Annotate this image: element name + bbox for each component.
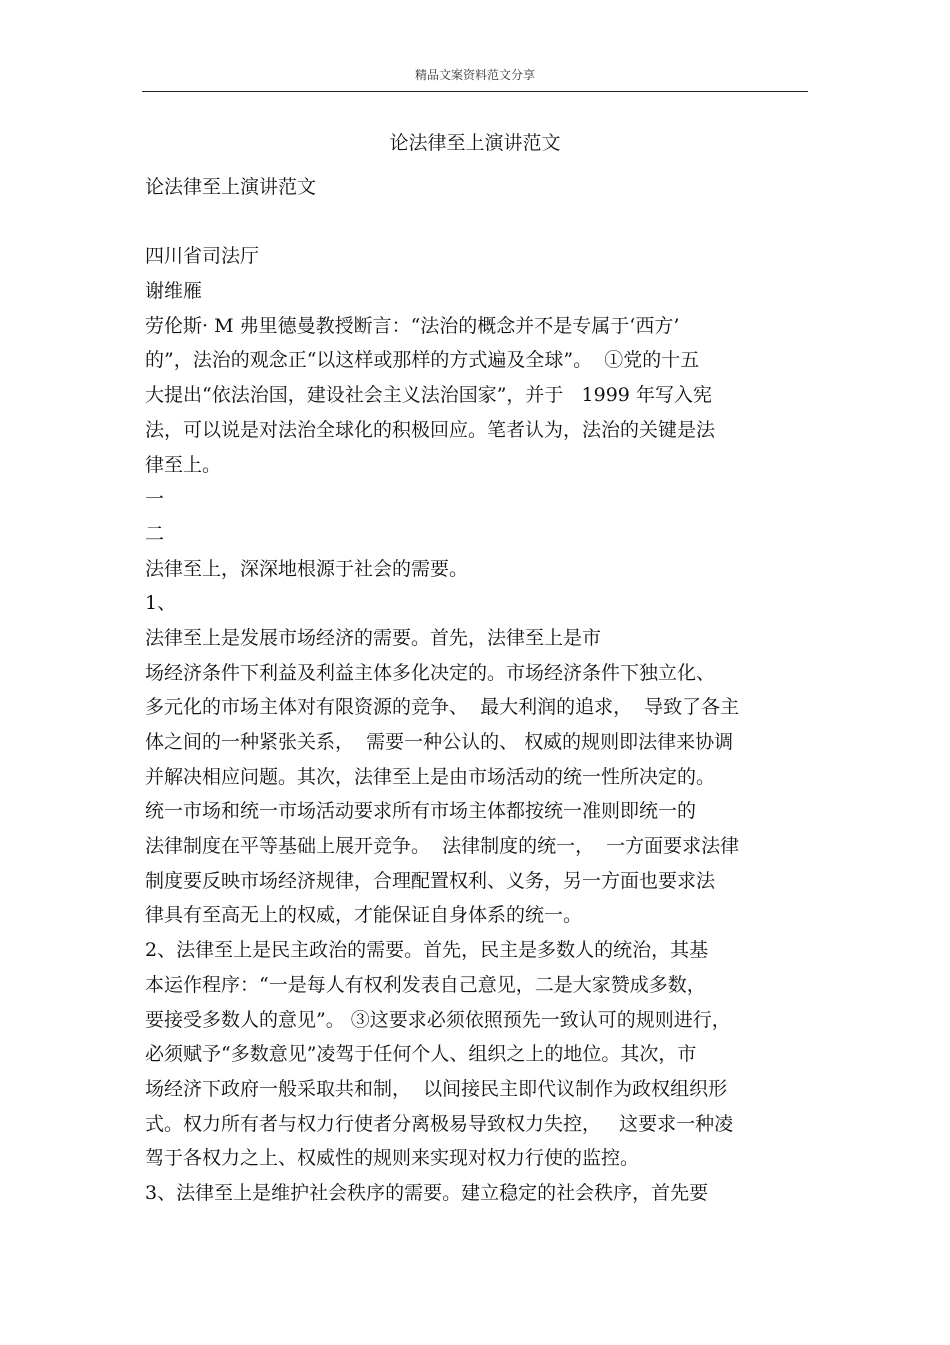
body-line: 式。权力所有者与权力行使者分离极易导致权力失控， 这要求一种凌: [145, 1112, 734, 1135]
body-line: 谢维雁: [145, 280, 203, 303]
body-line: 必须赋予“多数意见”凌驾于任何个人、组织之上的地位。其次，市: [145, 1043, 697, 1066]
body-line: 场经济条件下利益及利益主体多化决定的。市场经济条件下独立化、: [145, 661, 716, 684]
body-line: 体之间的一种紧张关系， 需要一种公认的、 权威的规则即法律来协调: [145, 731, 734, 753]
body-line: 律具有至高无上的权威，才能保证自身体系的统一。: [145, 904, 583, 927]
page-header: 精品文案资料范文分享: [414, 68, 535, 82]
body-line: 法律至上，深深地根源于社会的需要。: [145, 557, 469, 580]
body-line: 律至上。: [145, 453, 222, 476]
body-line: 要接受多数人的意见”。 ③这要求必须依照预先一致认可的规则进行，: [145, 1008, 731, 1031]
body-line: 3、法律至上是维护社会秩序的需要。建立稳定的社会秩序，首先要: [145, 1181, 709, 1204]
body-line: 大提出“依法治国，建设社会主义法治国家”，并于 1999 年写入宪: [145, 384, 712, 407]
body-line: 法律至上是发展市场经济的需要。首先，法律至上是市: [145, 626, 602, 649]
body-line: 并解决相应问题。其次，法律至上是由市场活动的统一性所决定的。: [145, 765, 716, 788]
document-body: [145, 170, 810, 1211]
body-line: 驾于各权力之上、权威性的规则来实现对权力行使的监控。: [145, 1147, 640, 1170]
body-line: 2、法律至上是民主政治的需要。首先，民主是多数人的统治，其基: [145, 939, 709, 962]
body-line: 四川省司法厅: [145, 245, 260, 268]
body-line: 场经济下政府一般采取共和制， 以间接民主即代议制作为政权组织形: [145, 1077, 728, 1100]
body-line: 法，可以说是对法治全球化的积极回应。笔者认为，法治的关键是法: [145, 418, 716, 441]
body-line: [145, 205, 810, 240]
document-title: 论法律至上演讲范文: [389, 132, 561, 154]
body-line: 一: [145, 488, 165, 511]
body-line: 的”，法治的观念正“以这样或那样的方式遍及全球”。 ①党的十五: [145, 349, 700, 372]
body-line: 统一市场和统一市场活动要求所有市场主体都按统一准则即统一的: [145, 800, 697, 823]
body-line: 二: [145, 522, 165, 545]
header-divider: [142, 91, 808, 92]
body-line: 本运作程序：“一是每人有权利发表自己意见，二是大家赞成多数，: [145, 973, 706, 996]
body-line: 法律制度在平等基础上展开竞争。 法律制度的统一， 一方面要求法律: [145, 835, 740, 858]
body-line: 多元化的市场主体对有限资源的竞争、 最大利润的追求， 导致了各主: [145, 696, 740, 719]
body-line: 1、: [145, 592, 177, 615]
body-line: 制度要反映市场经济规律，合理配置权利、义务，另一方面也要求法: [145, 869, 716, 892]
body-line: 劳伦斯· M 弗里德曼教授断言：“法治的概念并不是专属于‘西方’: [145, 314, 680, 337]
body-line: 论法律至上演讲范文: [145, 176, 317, 198]
